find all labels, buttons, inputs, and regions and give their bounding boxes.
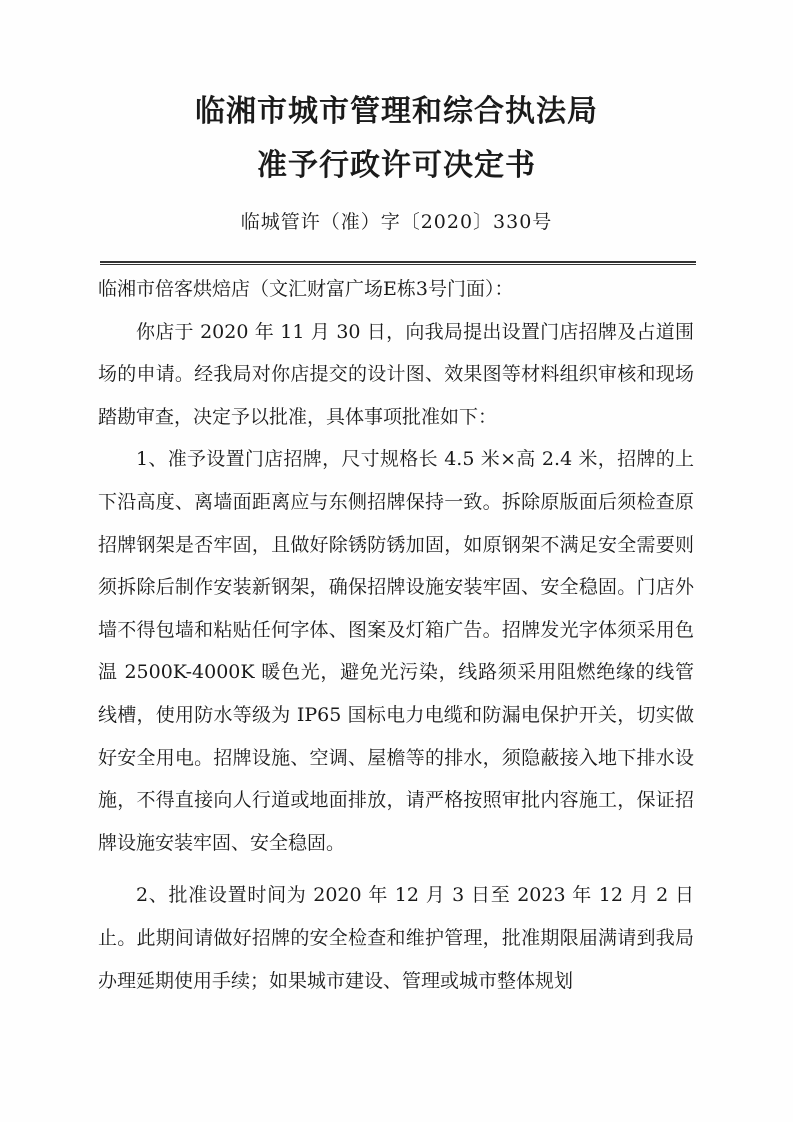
document-type-title: 准予行政许可决定书: [257, 148, 536, 183]
header-divider-thick: [100, 261, 696, 263]
item-1-paragraph: 1、准予设置门店招牌，尺寸规格长 4.5 米×高 2.4 米，招牌的上下沿高度、离墙面距离应与东侧招牌保持一致。拆除原版面后须检查原招牌钢架是否牢固，且做好除锈防锈加固，如原钢架不满足安全需要则须拆除后制作安装新钢架，确保招牌设施安装牢固、安全稳固。门店外墙不得包墙和粘贴任何字体、图案及灯箱广告。招牌发光字体须采用色温 2500K-4000K 暖色光，避免光污染，线路须采用阻燃绝缘的线管线槽，使用防水等级为 IP65 国标电力电缆和防漏电保护开关，切实做好安全用电。招牌设施、空调、屋檐等的排水，须隐蔽接入地下排水设施，不得直接向人行道或地面排放，请严格按照审批内容施工，保证招牌设施安装牢固、安全稳固。: [98, 448, 694, 854]
agency-title: 临湘市城市管理和综合执法局: [195, 94, 598, 129]
recipient-line: 临湘市倍客烘焙店（文汇财富广场E栋3号门面）：: [98, 278, 514, 300]
item-2-paragraph: 2、批准设置时间为 2020 年 12 月 3 日至 2023 年 12 月 2 日止。此期间请做好招牌的安全检查和维护管理，批准期限届满请到我局办理延期使用手续；如果城市建设、管理或城市整体规划: [98, 884, 694, 992]
document-number: 临城管许（准）字〔2020〕330号: [240, 211, 553, 233]
header-divider-thin: [100, 264, 696, 265]
intro-paragraph: 你店于 2020 年 11 月 30 日，向我局提出设置门店招牌及占道围场的申请。经我局对你店提交的设计图、效果图等材料组织审核和现场踏勘审查，决定予以批准，具体事项批准如下：: [98, 320, 694, 428]
document-body: [98, 268, 694, 1002]
